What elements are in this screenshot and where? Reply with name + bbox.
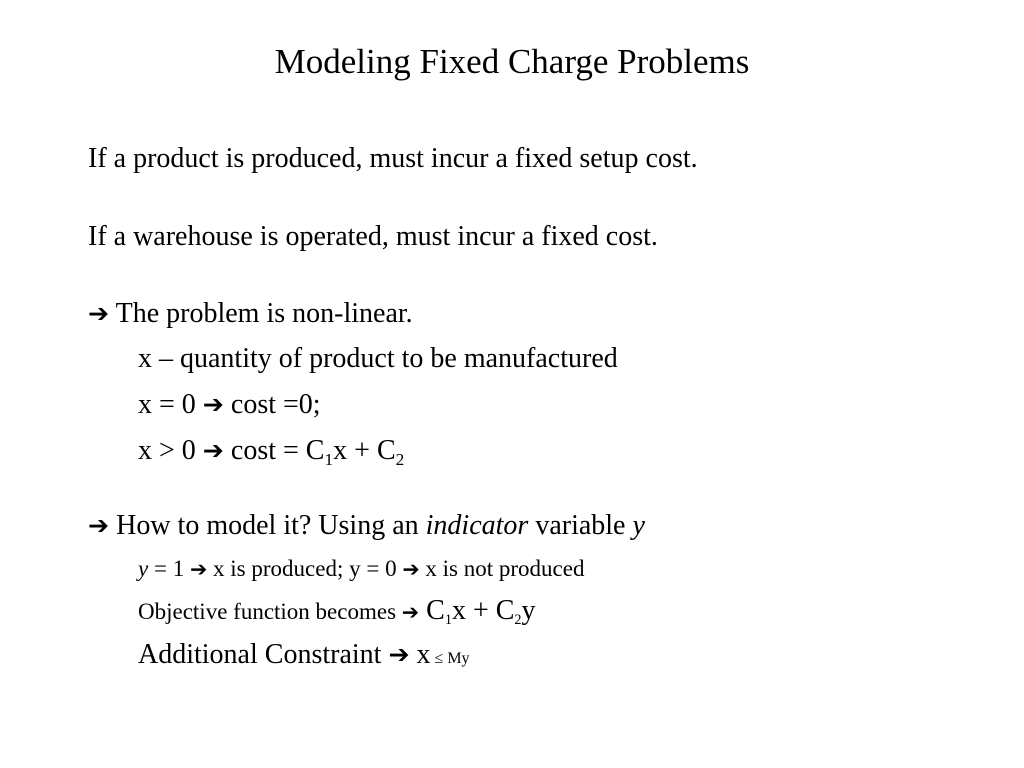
positive-cost-condition: x > 0 (138, 435, 203, 466)
fixed-setup-cost-text: If a product is produced, must incur a fixed setup cost. (88, 143, 698, 174)
produced-text: x is produced; y = 0 (207, 556, 403, 581)
additional-constraint-line (138, 638, 470, 672)
right-arrow-icon: ➔ (402, 557, 420, 581)
constraint-rhs: ≤ My (430, 650, 470, 667)
right-arrow-icon: ➔ (88, 511, 110, 540)
constraint-x: x (409, 639, 431, 670)
objective-middle: x + C (451, 595, 515, 626)
slide-title: Modeling Fixed Charge Problems (274, 42, 750, 81)
zero-cost-line (138, 388, 321, 422)
objective-subscript-2: 2 (514, 611, 522, 628)
indicator-question-text: How to model it? Using an (116, 510, 426, 541)
positive-cost-line (138, 434, 404, 468)
right-arrow-icon: ➔ (189, 557, 208, 581)
additional-constraint-label: Additional Constraint (138, 639, 389, 670)
right-arrow-icon: ➔ (388, 640, 410, 669)
cost-subscript-1: 1 (324, 450, 334, 470)
nonlinear-text: The problem is non-linear. (115, 298, 413, 329)
right-arrow-icon: ➔ (88, 299, 110, 328)
right-arrow-icon: ➔ (202, 390, 224, 419)
objective-function-line (138, 594, 536, 628)
cost-subscript-2: 2 (395, 450, 405, 470)
right-arrow-icon: ➔ (401, 600, 420, 624)
cost-formula-middle: x + C (333, 435, 396, 466)
objective-function-label: Objective function becomes (138, 599, 402, 624)
cost-formula-start: cost = C (223, 435, 325, 466)
indicator-definition-line (138, 555, 584, 583)
indicator-word: indicator (425, 510, 529, 541)
indicator-variable-y: y (138, 556, 149, 581)
objective-end: y (521, 595, 536, 626)
objective-subscript-1: 1 (444, 611, 452, 628)
indicator-variable-y: y (632, 510, 645, 541)
objective-c1: C (419, 595, 445, 626)
nonlinear-problem-line (88, 297, 413, 331)
variable-text: variable (528, 510, 633, 541)
not-produced-text: x is not produced (419, 556, 585, 581)
zero-cost-result: cost =0; (223, 389, 321, 420)
indicator-equals-one: = 1 (148, 556, 190, 581)
zero-cost-condition: x = 0 (138, 389, 203, 420)
right-arrow-icon: ➔ (202, 436, 224, 465)
indicator-question-line (88, 509, 645, 543)
warehouse-fixed-cost-text: If a warehouse is operated, must incur a fixed cost. (88, 221, 658, 252)
quantity-definition-text: x – quantity of product to be manufactured (138, 343, 618, 374)
